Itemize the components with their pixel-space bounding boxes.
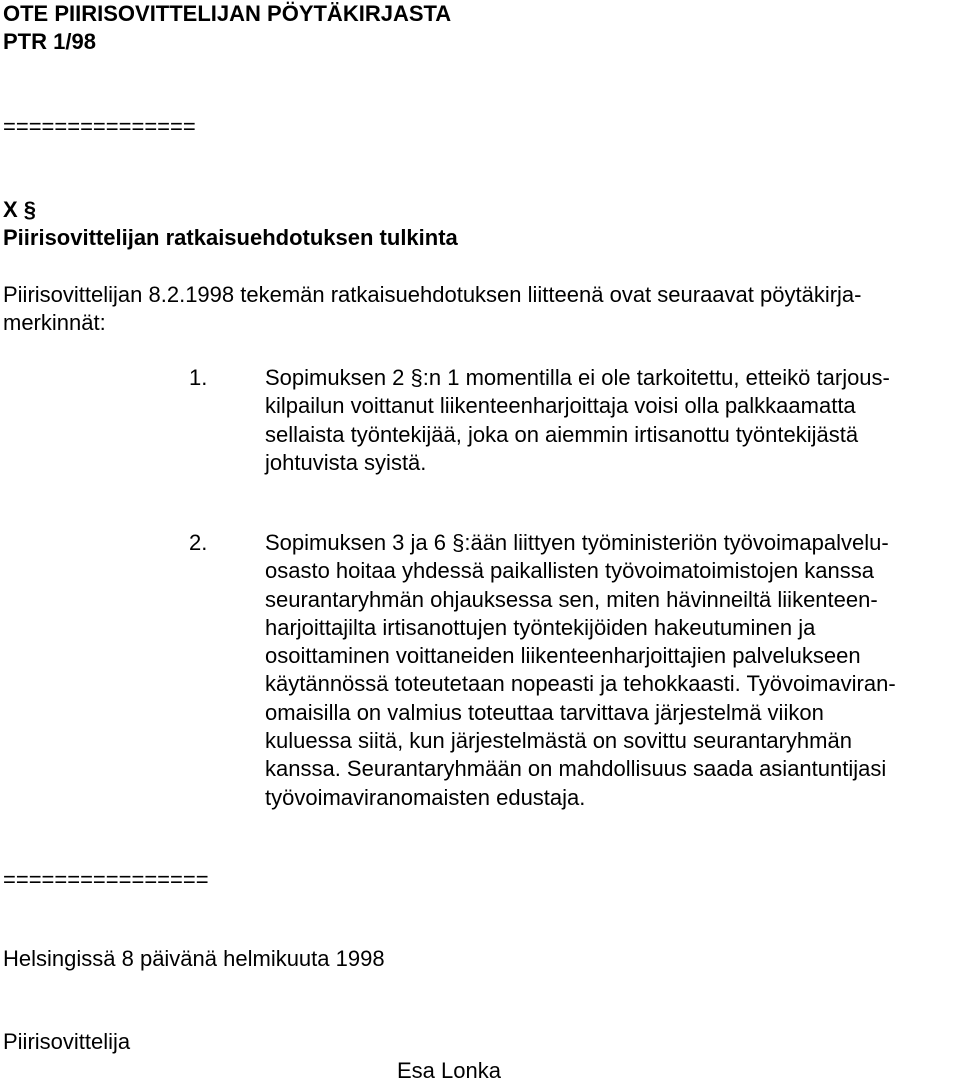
item-1-line: johtuvista syistä. [265, 449, 427, 475]
item-2-line: osoittaminen voittaneiden liikenteenharjoittajien palvelukseen [265, 643, 861, 669]
item-2-line: omaisilla on valmius toteuttaa tarvittava järjestelmä viikon [265, 699, 824, 725]
section-title: Piirisovittelijan ratkaisuehdotuksen tulkinta [3, 225, 458, 250]
item-2-line: osasto hoitaa yhdessä paikallisten työvoimatoimistojen kanssa [265, 558, 874, 584]
signer-role: Piirisovittelija [3, 1029, 131, 1054]
item-number-1: 1. [189, 365, 208, 390]
item-2-line: käytännössä toteutetaan nopeasti ja tehokkaasti. Työvoimaviran- [265, 671, 896, 697]
document-reference: PTR 1/98 [3, 29, 96, 54]
item-2-line: kuluessa siitä, kun järjestelmästä on sovittu seurantaryhmän [265, 728, 852, 754]
item-1-line: sellaista työntekijää, joka on aiemmin irtisanottu työntekijästä [265, 421, 859, 447]
item-1-line: Sopimuksen 2 §:n 1 momentilla ei ole tarkoitettu, etteikö tarjous- [265, 365, 890, 390]
item-2-line: kanssa. Seurantaryhmään on mahdollisuus saada asiantuntijasi [265, 756, 887, 782]
item-2-line: Sopimuksen 3 ja 6 §:ään liittyen työministeriön työvoimapalvelu- [265, 530, 889, 555]
item-body-2 [265, 529, 955, 812]
item-2-line: seurantaryhmän ohjauksessa sen, miten hävinneiltä liikenteen- [265, 586, 878, 612]
item-2-line: työvoimaviranomaisten edustaja. [265, 784, 586, 810]
section-marker: X § [3, 197, 37, 222]
intro-text-line-1: Piirisovittelijan 8.2.1998 tekemän ratkaisuehdotuksen liitteenä ovat seuraavat pöytäkirja- [3, 282, 862, 307]
item-body-1 [265, 364, 955, 477]
separator-top: =============== [3, 114, 196, 139]
intro-text-line-2: merkinnät: [3, 310, 106, 335]
signer-name: Esa Lonka [397, 1058, 501, 1083]
document-title: OTE PIIRISOVITTELIJAN PÖYTÄKIRJASTA [3, 1, 452, 26]
place-and-date: Helsingissä 8 päivänä helmikuuta 1998 [3, 946, 385, 971]
item-2-line: harjoittajilta irtisanottujen työntekijöiden hakeutuminen ja [265, 614, 816, 640]
item-1-line: kilpailun voittanut liikenteenharjoittaja voisi olla palkkaamatta [265, 393, 856, 419]
separator-bottom: ================ [3, 867, 209, 892]
item-number-2: 2. [189, 530, 208, 555]
